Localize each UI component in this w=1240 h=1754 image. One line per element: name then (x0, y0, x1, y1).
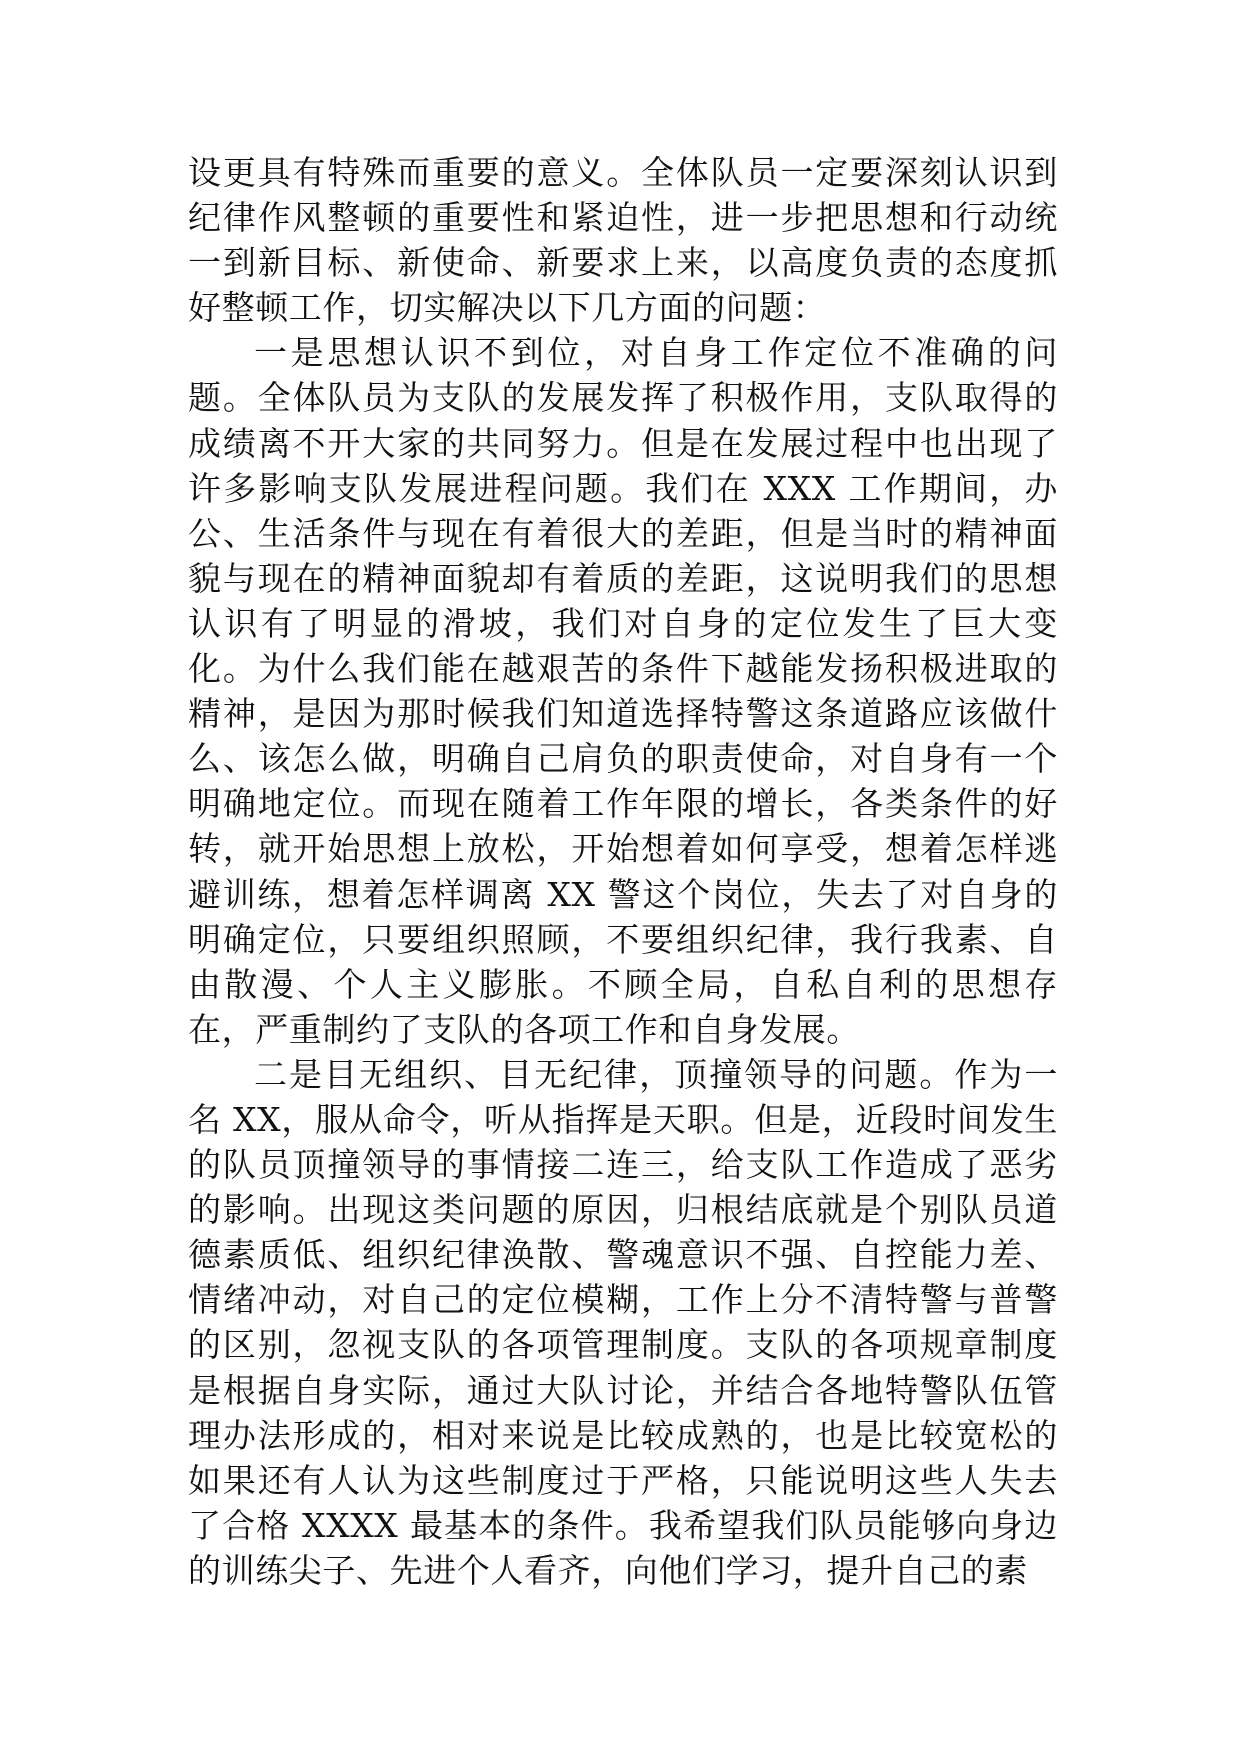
body-text (188, 150, 1058, 1593)
paragraph-continuation: 设更具有特殊而重要的意义。全体队员一定要深刻认识到纪律作风整顿的重要性和紧迫性，进一步把思想和行动统一到新目标、新使命、新要求上来，以高度负责的态度抓好整顿工作，切实解决以下几方面的问题： (188, 153, 1058, 328)
paragraph-point-one: 一是思想认识不到位，对自身工作定位不准确的问题。全体队员为支队的发展发挥了积极作用，支队取得的成绩离不开大家的共同努力。但是在发展过程中也出现了许多影响支队发展进程问题。我们在 XXX 工作期间，办公、生活条件与现在有着很大的差距，但是当时的精神面貌与现在的精神面貌却有着质的差距，这说明我们的思想认识有了明显的滑坡，我们对自身的定位发生了巨大变化。为什么我们能在越艰苦的条件下越能发扬积极进取的精神，是因为那时候我们知道选择特警这条道路应该做什么、该怎么做，明确自己肩负的职责使命，对自身有一个明确地定位。而现在随着工作年限的增长，各类条件的好转，就开始思想上放松，开始想着如何享受，想着怎样逃避训练，想着怎样调离 XX 警这个岗位，失去了对自身的明确定位，只要组织照顾，不要组织纪律，我行我素、自由散漫、个人主义膨胀。不顾全局，自私自利的思想存在，严重制约了支队的各项工作和自身发展。 (188, 333, 1058, 1049)
paragraph-point-two: 二是目无组织、目无纪律，顶撞领导的问题。作为一名 XX，服从命令，听从指挥是天职。但是，近段时间发生的队员顶撞领导的事情接二连三，给支队工作造成了恶劣的影响。出现这类问题的原因，归根结底就是个别队员道德素质低、组织纪律涣散、警魂意识不强、自控能力差、情绪冲动，对自己的定位模糊，工作上分不清特警与普警的区别，忽视支队的各项管理制度。支队的各项规章制度是根据自身实际，通过大队讨论，并结合各地特警队伍管理办法形成的，相对来说是比较成熟的，也是比较宽松的如果还有人认为这些制度过于严格，只能说明这些人失去了合格 XXXX 最基本的条件。我希望我们队员能够向身边的训练尖子、先进个人看齐，向他们学习，提升自己的素 (188, 1054, 1058, 1590)
